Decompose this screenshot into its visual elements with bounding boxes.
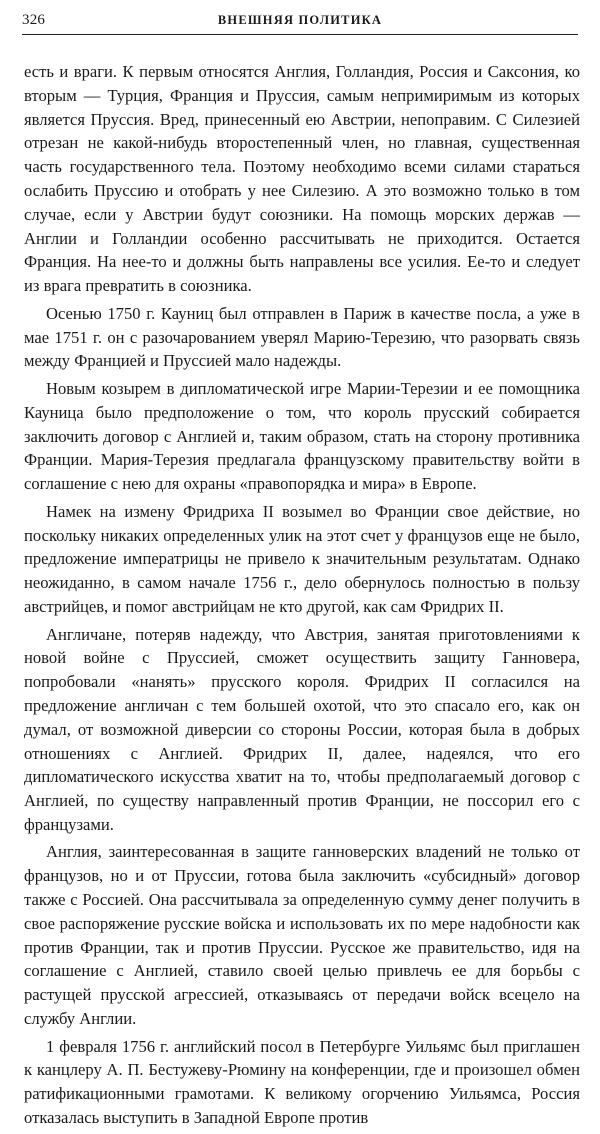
body-text xyxy=(24,60,580,1134)
running-title: ВНЕШНЯЯ ПОЛИТИКА xyxy=(217,13,383,27)
paragraph-kaunitz-paris: Осенью 1750 г. Кауниц был отправлен в Париж в качестве посла, а уже в мае 1751 г. он с разочарованием уверял Марию-Терезию, что разорвать связь между Францией и Пруссией мало надежды. xyxy=(24,303,580,371)
paragraph-england-subsidy: Англия, заинтересованная в защите ганноверских владений не только от французов, но и от Пруссии, готова была заключить «субсидный» договор также с Россией. Она рассчитывала за определенную сумму денег получить в свое распоряжение русские войска и использовать их по мере надобности как против Франции, так и против Пруссии. Русское же правительство, идя на соглашение с Англией, ставило своей целью привлечь ее для борьбы с растущей прусской агрессией, отказываясь от передачи войск всецело на службу Англии. xyxy=(24,842,580,1029)
paragraph-continued: есть и враги. К первым относятся Англия, Голландия, Россия и Саксония, ко вторым — Турция, Франция и Пруссия, самым непримиримым из которых является Пруссия. Вред, принесенный ею Австрии, непоправим. С Силезией отрезан не какой-нибудь второстепенный член, но главная, существенная часть государственного тела. Поэтому необходимо всеми силами стараться ослабить Пруссию и отобрать у нее Силезию. А это возможно только в том случае, если у Австрии будут союзники. На помощь морских держав — Англии и Голландии особенно рассчитывать не приходится. Остается Франция. На нее-то и должны быть направлены все усилия. Ее-то и следует из врага превратить в союзника. xyxy=(24,62,580,296)
page-header xyxy=(22,10,578,35)
paragraph-hint-of-betrayal: Намек на измену Фридриха II возымел во Франции свое действие, но поскольку никаких определенных улик на этот счет у французов еще не было, предложение императрицы не привело к значительным результатам. Однако неожиданно, в самом начале 1756 г., дело обернулось полностью в пользу австрийцев, и помог австрийцам не кто другой, как сам Фридрих II. xyxy=(24,501,580,616)
paragraph-english-hire-prussia: Англичане, потеряв надежду, что Австрия, занятая приготовлениями к новой войне с Пруссией, сможет осуществить защиту Ганновера, попробовали «нанять» прусского короля. Фридрих II согласился на предложение англичан с тем большей охотой, что это спасало его, как он думал, от возможной диверсии со стороны России, которая была в добрых отношениях с Англией. Фридрих II, далее, надеялся, что его дипломатического искусства хватит на то, чтобы предполагаемый договор с Англией, по существу направленный против Франции, не поссорил его с французами. xyxy=(24,624,580,834)
page-number: 326 xyxy=(22,12,46,28)
paragraph-ratification: 1 февраля 1756 г. английский посол в Петербурге Уильямс был приглашен к канцлеру А. П. Бестужеву-Рюмину на конференции, где и произошел обмен ратификационными грамотами. К великому огорчению Уильямса, Россия отказалась выступить в Западной Европе против xyxy=(24,1036,580,1128)
paragraph-new-trump: Новым козырем в дипломатической игре Марии-Терезии и ее помощника Кауница было предположение о том, что король прусский собирается заключить договор с Англией и, таким образом, стать на сторону противника Франции. Мария-Терезия предлагала французскому правительству войти в соглашение с нею для охраны «правопорядка и мира» в Европе. xyxy=(24,378,580,494)
